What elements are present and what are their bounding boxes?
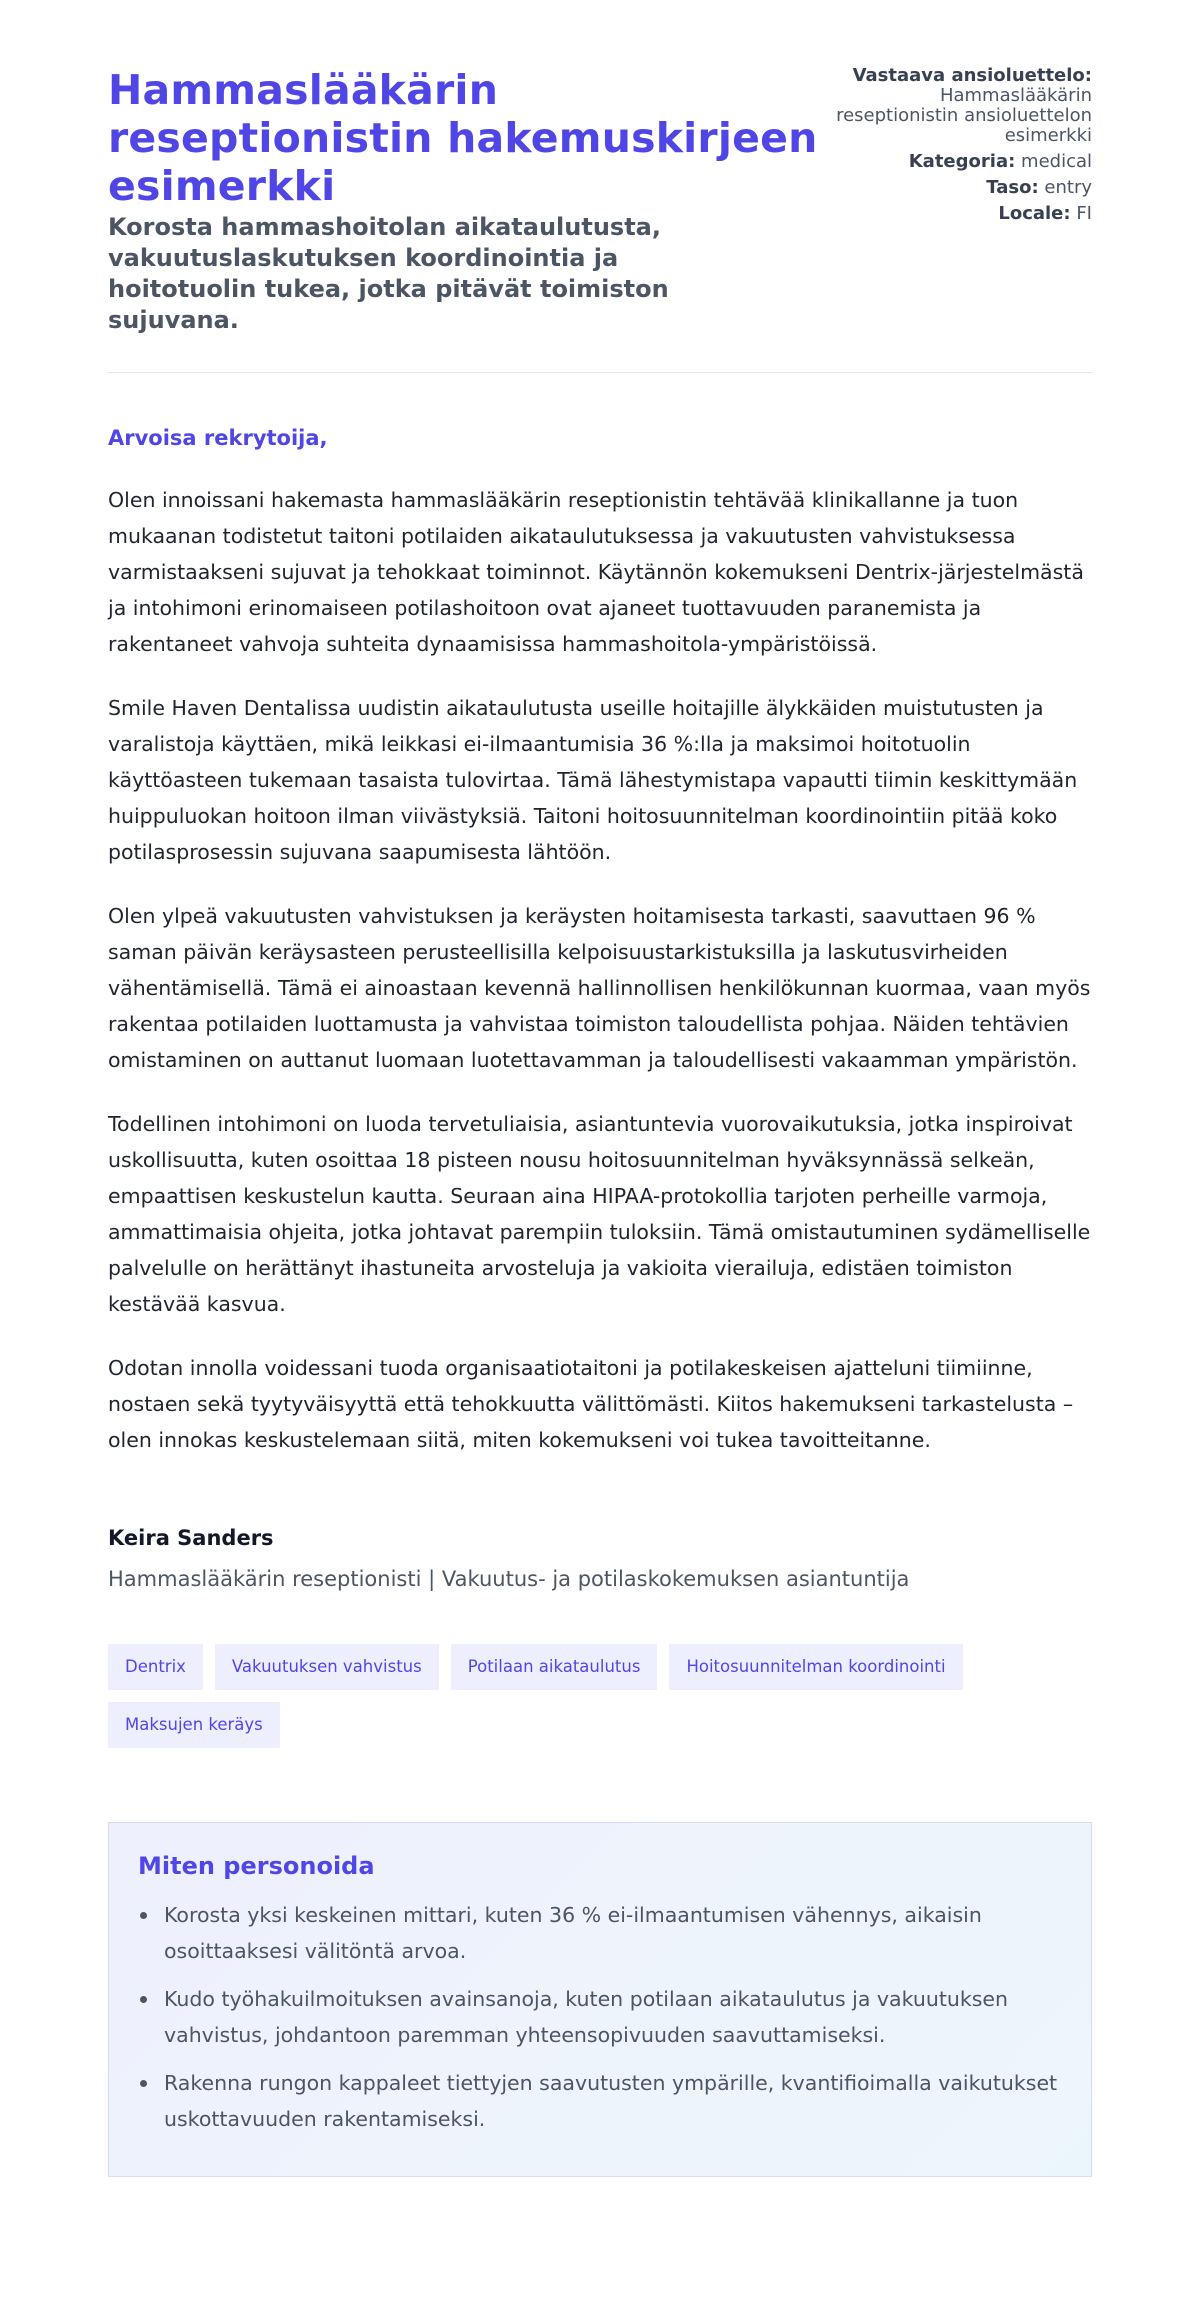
meta-category-label: Kategoria:: [908, 151, 1016, 172]
meta-resume-label: Vastaava ansioluettelo:: [852, 65, 1092, 86]
letter-paragraph: Smile Haven Dentalissa uudistin aikataulutusta useille hoitajille älykkäiden muistutusten ja varalistoja käyttäen, mikä leikkasi ei-ilmaantumisia 36 %:lla ja maksimoi hoitotuolin käyttöasteen tukemaan tasaista tulovirtaa. Tämä lähestymistapa vapautti tiimin keskittymään huippuluokan hoitoon ilman viivästyksiä. Taitoni hoitosuunnitelman koordinointiin pitää koko potilasprosessin sujuvana saapumisesta lähtöön.: [108, 696, 1078, 864]
page-header: [108, 66, 1092, 336]
letter-paragraph: Odotan innolla voidessani tuoda organisaatiotaitoni ja potilakeskeisen ajatteluni tiimiinne, nostaen sekä tyytyväisyyttä että tehokkuutta välittömästi. Kiitos hakemukseni tarkastelusta – olen innokas keskustelemaan siitä, miten kokemukseni voi tukea tavoitteitanne.: [108, 1356, 1074, 1452]
meta-panel: [824, 66, 1092, 230]
tips-item: Rakenna rungon kappaleet tiettyjen saavutusten ympärille, kvantifioimalla vaikutukset uskottavuuden rakentamiseksi.: [138, 2065, 1063, 2137]
skill-tag: Vakuutuksen vahvistus: [215, 1644, 439, 1690]
salutation: Arvoisa rekrytoija,: [108, 426, 328, 450]
skill-tag: Dentrix: [108, 1644, 203, 1690]
tips-list: [138, 1897, 1063, 2137]
signature-role: Hammaslääkärin reseptionisti | Vakuutus- ja potilaskokemuksen asiantuntija: [108, 1567, 910, 1591]
meta-locale: [824, 204, 1092, 224]
header-divider: [108, 372, 1092, 373]
letter-paragraph: Todellinen intohimoni on luoda tervetuliaisia, asiantuntevia vuorovaikutuksia, jotka inspiroivat uskollisuutta, kuten osoittaa 18 pisteen nousu hoitosuunnitelman hyväksynnässä selkeän, empaattisen keskustelun kautta. Seuraan aina HIPAA-protokollia tarjoten perheille varmoja, ammattimaisia ohjeita, jotka johtavat parempiin tuloksiin. Tämä omistautuminen sydämelliselle palvelulle on herättänyt ihastuneita arvosteluja ja vakioita vierailuja, edistäen toimiston kestävää kasvua.: [108, 1112, 1091, 1316]
meta-resume-link[interactable]: Hammaslääkärin reseptionistin ansioluettelon esimerkki: [836, 85, 1092, 146]
personalization-tips: [108, 1822, 1092, 2177]
tips-title: Miten personoida: [138, 1852, 375, 1880]
skill-tags: [108, 1644, 1092, 1748]
meta-level-value: entry: [1044, 177, 1092, 198]
skill-tag: Hoitosuunnitelman koordinointi: [669, 1644, 962, 1690]
signature-name: Keira Sanders: [108, 1526, 274, 1550]
letter-body: [108, 424, 1092, 1593]
meta-resume: [824, 66, 1092, 146]
meta-category-value: medical: [1021, 151, 1092, 172]
meta-level-label: Taso:: [986, 177, 1039, 198]
page-title: Hammaslääkärin reseptionistin hakemuskirjeen esimerkki: [108, 66, 818, 210]
tips-item: Korosta yksi keskeinen mittari, kuten 36 % ei-ilmaantumisen vähennys, aikaisin osoittaaksesi välitöntä arvoa.: [138, 1897, 1063, 1969]
tips-item: Kudo työhakuilmoituksen avainsanoja, kuten potilaan aikataulutus ja vakuutuksen vahvistus, johdantoon paremman yhteensopivuuden saavuttamiseksi.: [138, 1981, 1063, 2053]
skill-tag: Potilaan aikataulutus: [451, 1644, 658, 1690]
letter-paragraph: Olen innoissani hakemasta hammaslääkärin reseptionistin tehtävää klinikallanne ja tuon mukaanan todistetut taitoni potilaiden aikataulutuksessa ja vakuutusten vahvistuksessa varmistaakseni sujuvat ja tehokkaat toiminnot. Käytännön kokemukseni Dentrix-järjestelmästä ja intohimoni erinomaiseen potilashoitoon ovat ajaneet tuottavuuden paranemista ja rakentaneet vahvoja suhteita dynaamisissa hammashoitola-ympäristöissä.: [108, 488, 1084, 656]
meta-locale-value: FI: [1076, 203, 1092, 224]
letter-paragraph: Olen ylpeä vakuutusten vahvistuksen ja keräysten hoitamisesta tarkasti, saavuttaen 96 % saman päivän keräysasteen perusteellisilla kelpoisuustarkistuksilla ja laskutusvirheiden vähentämisellä. Tämä ei ainoastaan kevennä hallinnollisen henkilökunnan kuormaa, vaan myös rakentaa potilaiden luottamusta ja vahvistaa toimiston taloudellista pohjaa. Näiden tehtävien omistaminen on auttanut luomaan luotettavamman ja taloudellisesti vakaamman ympäristön.: [108, 904, 1091, 1072]
meta-locale-label: Locale:: [998, 203, 1071, 224]
skill-tag: Maksujen keräys: [108, 1702, 280, 1748]
page-subtitle: Korosta hammashoitolan aikataulutusta, vakuutuslaskutuksen koordinointia ja hoitotuolin tukea, jotka pitävät toimiston sujuvana.: [108, 213, 669, 334]
meta-level: [824, 178, 1092, 198]
meta-category: [824, 152, 1092, 172]
header-titles: [108, 66, 824, 336]
